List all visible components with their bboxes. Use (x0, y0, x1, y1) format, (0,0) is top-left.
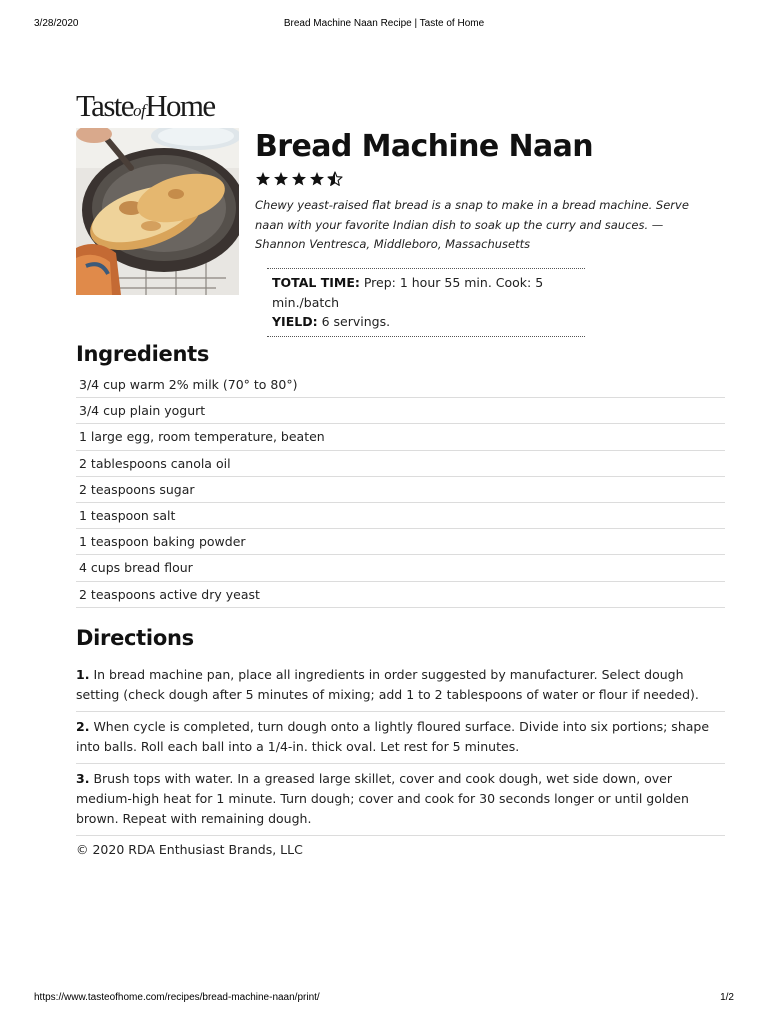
print-date: 3/28/2020 (34, 18, 79, 29)
recipe-photo (76, 128, 239, 295)
ingredient-item: 2 teaspoons active dry yeast (76, 582, 725, 608)
step-text: When cycle is completed, turn dough onto a lightly floured surface. Divide into six portions; shape into balls. Roll each ball into a 1/4-in. thick oval. Let rest for 5 minutes. (76, 719, 710, 754)
ingredient-item: 3/4 cup warm 2% milk (70° to 80°) (76, 372, 725, 398)
total-time-label: TOTAL TIME: (272, 275, 360, 290)
copyright-notice: © 2020 RDA Enthusiast Brands, LLC (76, 842, 303, 857)
yield-value: 6 servings. (321, 314, 391, 329)
direction-step (76, 660, 725, 712)
recipe-meta (267, 268, 585, 337)
star-icon (255, 171, 271, 187)
yield (272, 312, 585, 332)
recipe-title: Bread Machine Naan (255, 129, 593, 164)
star-icon (273, 171, 289, 187)
ingredients-heading: Ingredients (76, 342, 210, 366)
total-time (272, 273, 585, 312)
direction-step (76, 712, 725, 764)
step-number: 1. (76, 667, 90, 682)
print-footer (0, 992, 768, 1006)
step-number: 3. (76, 771, 90, 786)
ingredient-list (76, 372, 725, 608)
ingredient-item: 1 large egg, room temperature, beaten (76, 424, 725, 450)
ingredient-item: 2 teaspoons sugar (76, 477, 725, 503)
step-text: In bread machine pan, place all ingredients in order suggested by manufacturer. Select dough setting (check dough after 5 minutes of mixing; add 1 to 2 tablespoons of water or flour if needed). (76, 667, 699, 702)
logo-text-of: of (132, 101, 146, 120)
logo-text-taste: Taste (76, 88, 133, 123)
yield-label: YIELD: (272, 314, 318, 329)
half-star-icon (327, 171, 343, 187)
step-text: Brush tops with water. In a greased large skillet, cover and cook dough, wet side down, over medium-high heat for 1 minute. Turn dough; cover and cook for 30 seconds longer or until golden brown. Repeat with remaining dough. (76, 771, 689, 826)
print-url[interactable]: https://www.tasteofhome.com/recipes/bread-machine-naan/print/ (34, 992, 320, 1003)
star-icon (309, 171, 325, 187)
print-header (0, 18, 768, 32)
recipe-description: Chewy yeast-raised flat bread is a snap to make in a bread machine. Serve naan with your favorite Indian dish to soak up the curry and sauces. —Shannon Ventresca, Middleboro, Massachusetts (255, 198, 689, 251)
taste-of-home-logo (76, 88, 215, 124)
ingredient-item: 1 teaspoon salt (76, 503, 725, 529)
star-rating (255, 168, 343, 190)
direction-list (76, 660, 725, 836)
print-page-title: Bread Machine Naan Recipe | Taste of Home (283, 18, 485, 29)
total-time-value: Prep: 1 hour 55 min. Cook: 5 min./batch (272, 275, 544, 310)
directions-heading: Directions (76, 626, 194, 650)
logo-text-home: Home (145, 88, 215, 123)
page-number: 1/2 (720, 992, 734, 1003)
direction-step (76, 764, 725, 836)
ingredient-item: 3/4 cup plain yogurt (76, 398, 725, 424)
ingredient-item: 1 teaspoon baking powder (76, 529, 725, 555)
step-number: 2. (76, 719, 90, 734)
ingredient-item: 4 cups bread flour (76, 555, 725, 581)
ingredient-item: 2 tablespoons canola oil (76, 451, 725, 477)
naan-photo-illustration (76, 128, 239, 295)
star-icon (291, 171, 307, 187)
